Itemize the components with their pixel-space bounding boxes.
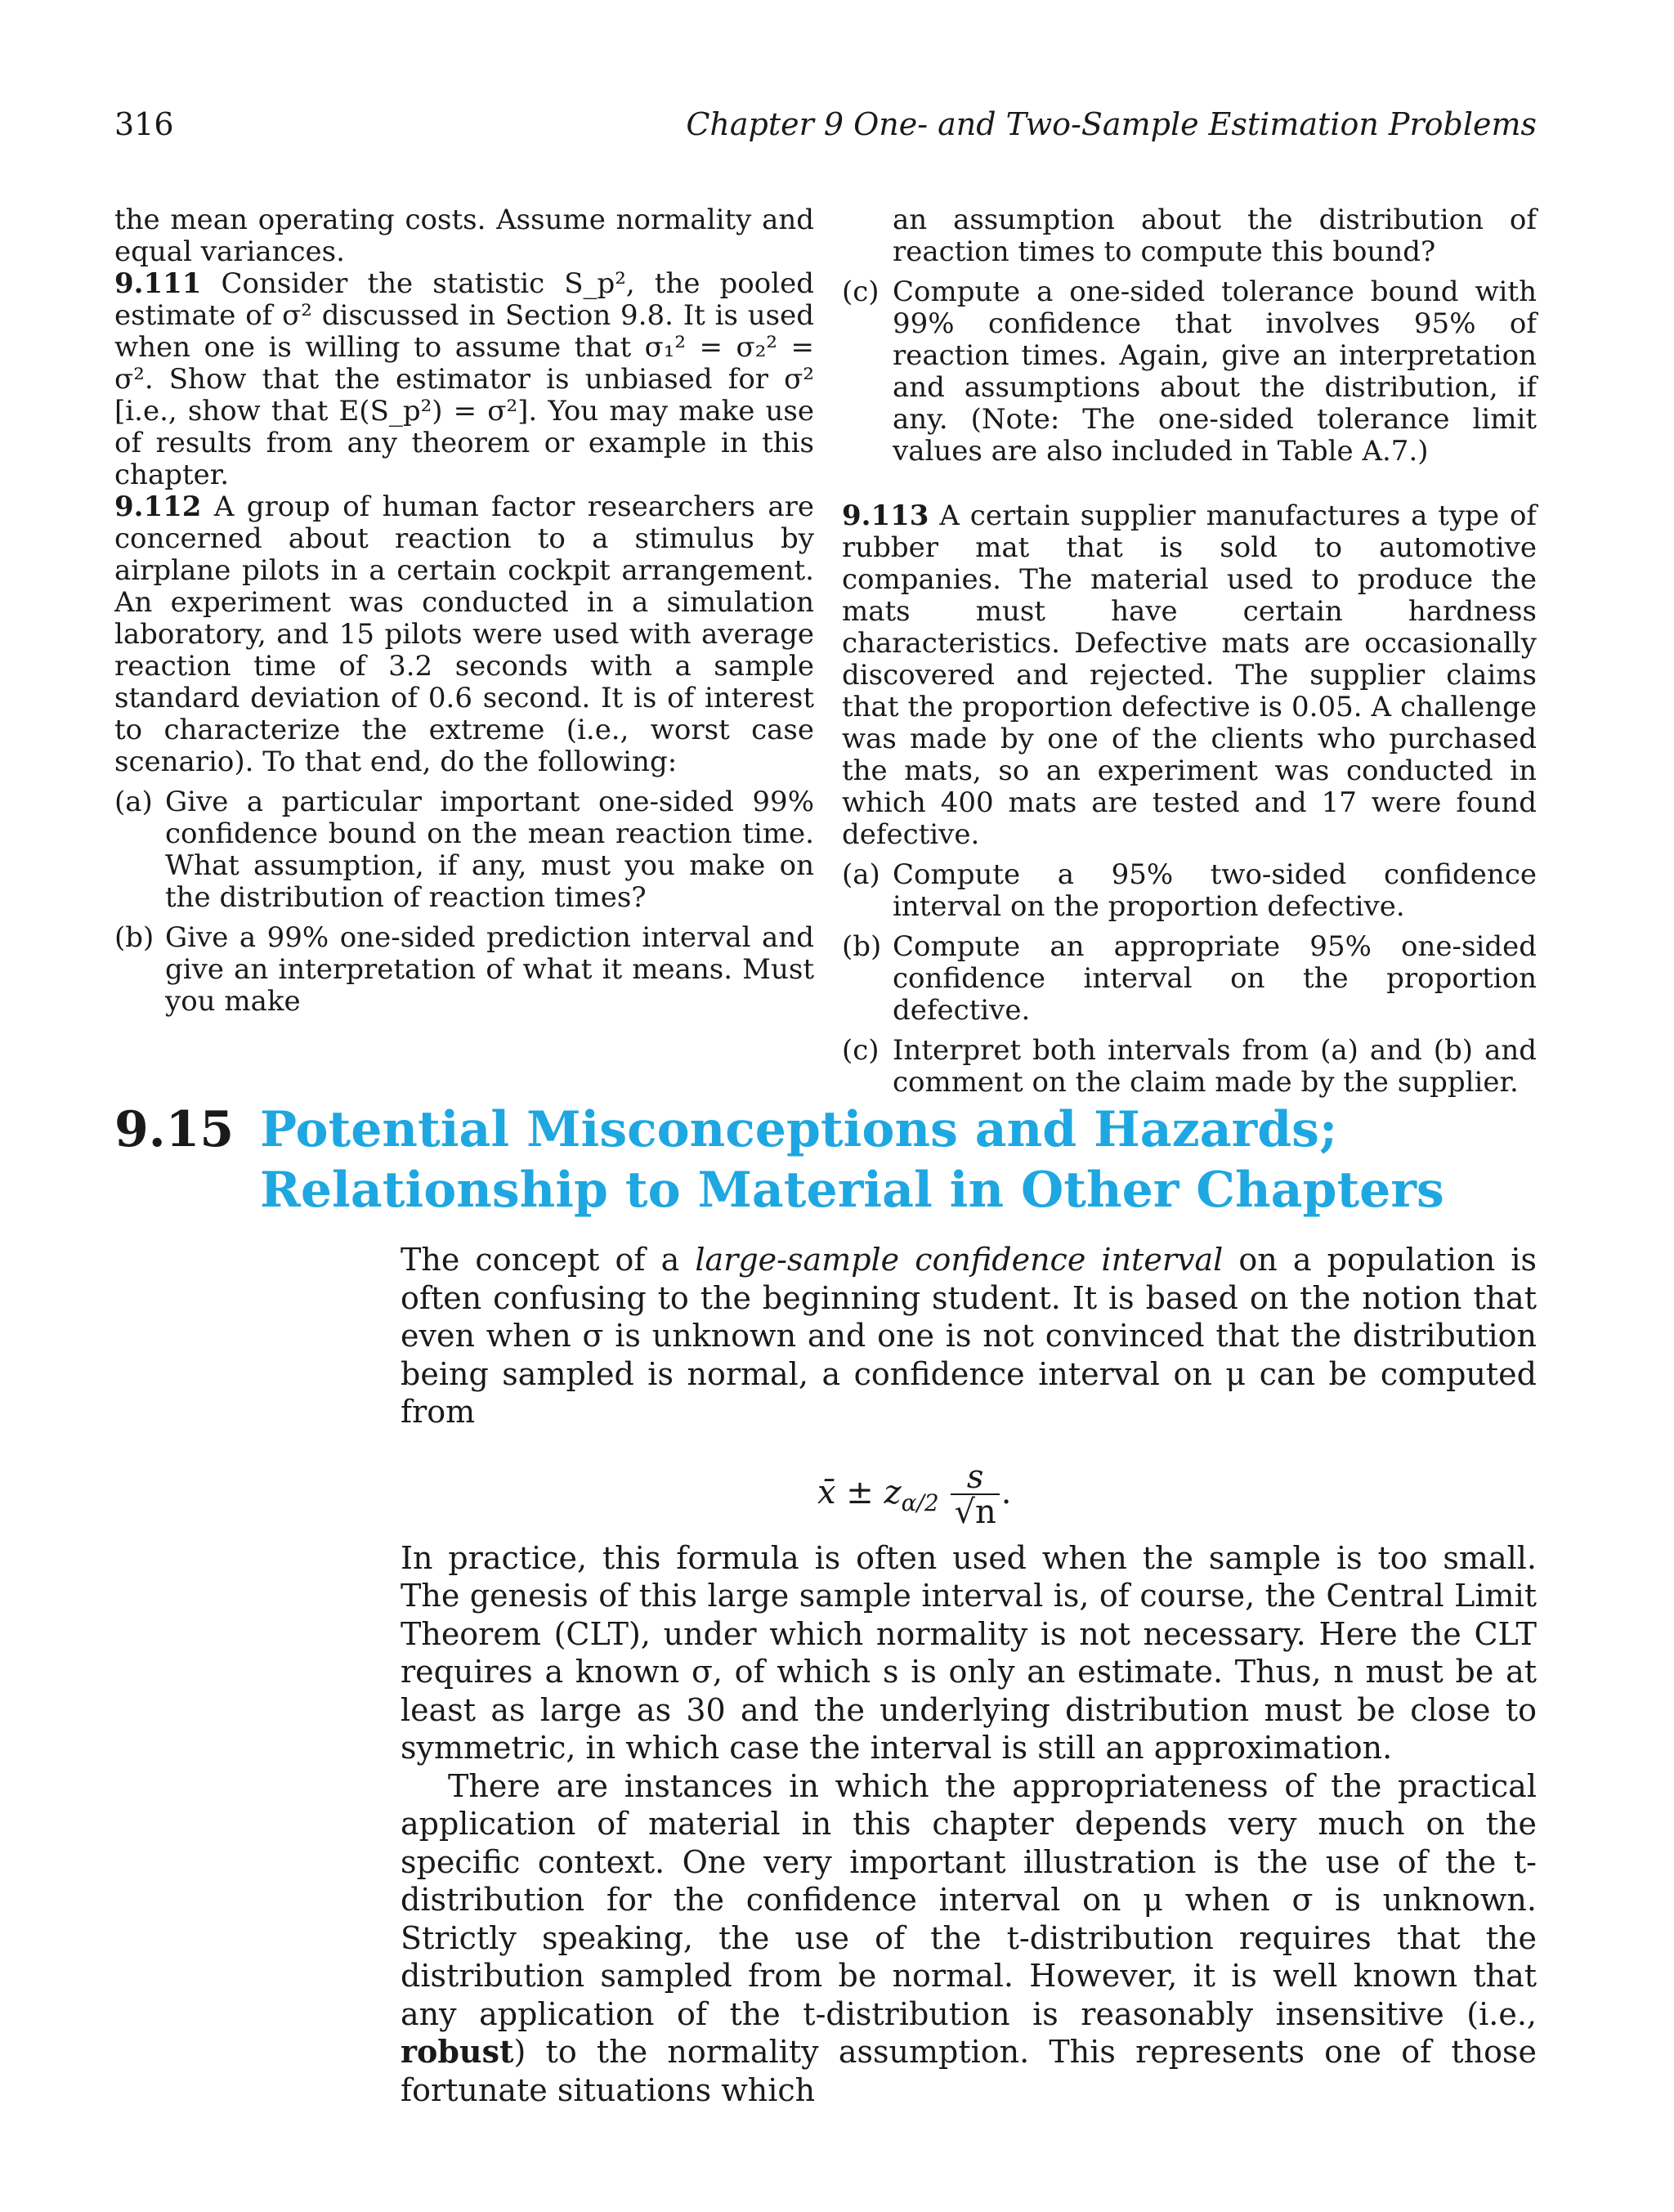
part-label: (c)	[842, 275, 880, 308]
page-number: 316	[114, 106, 174, 142]
exercise-text: A certain supplier manufactures a type of rubber mat that is sold to automotive companies. The material used to produce the mats must have certain hardness characteristics. Defective mats are occasionally discovered and rejected. The supplier claims that the proportion defective is 0.05. A challenge was made by one of the clients who purchased the mats, so an experiment was conducted in which 400 mats are tested and 17 were found defective.	[842, 499, 1537, 851]
page-header	[114, 106, 1537, 155]
exercise-9-112	[114, 491, 814, 778]
exercise-text: Consider the statistic S_p², the pooled estimate of σ² discussed in Section 9.8. It is used when one is willing to assume that σ₁² = σ₂² = σ². Show that the estimator is unbiased for σ² [i.e., show that E(S_p²) = σ²]. You may make use of results from any theorem or example in this chapter.	[114, 267, 814, 491]
part-label: (a)	[114, 786, 153, 818]
paragraph: In practice, this formula is often used when the sample is too small. The genesis of this large sample interval is, of course, the Central Limit Theorem (CLT), under which normality is not necessary. Here the CLT requires a known σ, of which s is only an estimate. Thus, n must be at least as large as 30 and the underlying distribution must be close to symmetric, in which case the interval is still an approximation.	[401, 1539, 1537, 1766]
exercise-part-b	[842, 931, 1537, 1027]
right-column	[842, 204, 1537, 1099]
bold-text: robust	[401, 2033, 514, 2070]
exercise-number: 9.111	[114, 267, 202, 300]
exercise-part-a	[842, 859, 1537, 923]
exercise-part-c	[842, 1035, 1537, 1099]
exercise-part-a	[114, 786, 814, 914]
paragraph	[401, 1767, 1537, 2110]
fraction-numerator: s	[966, 1458, 984, 1496]
part-text: Give a 99% one-sided prediction interval and give an interpretation of what it means. Must you make	[165, 921, 814, 1018]
fraction-denominator: √n	[951, 1493, 999, 1529]
text-run: There are instances in which the appropriateness of the practical application of material in this chapter depends very much on the specific context. One very important illustration is the use of the t-distribution for the confidence interval on μ when σ is unknown. Strictly speaking, the use of the t-distribution requires that the distribution sampled from be normal. However, it is well known that any application of the t-distribution is reasonably insensitive (i.e.,	[401, 1767, 1537, 2032]
section-title	[260, 1099, 1486, 1220]
part-text: Interpret both intervals from (a) and (b) and comment on the claim made by the supplier.	[893, 1034, 1537, 1099]
part-label: (b)	[842, 930, 882, 963]
exercise-9-111	[114, 268, 814, 491]
fraction	[951, 1458, 999, 1531]
text-run: ) to the normality assumption. This represents one of those fortunate situations which	[401, 2034, 1537, 2108]
exercise-text: A group of human factor researchers are concerned about reaction to a stimulus by airplane pilots in a certain cockpit arrangement. An experiment was conducted in a simulation laboratory, and 15 pilots were used with average reaction time of 3.2 seconds with a sample standard deviation of 0.6 second. It is of interest to characterize the extreme (i.e., worst case scenario). To that end, do the following:	[114, 490, 814, 778]
exercise-9-113	[842, 500, 1537, 851]
display-equation	[401, 1431, 1537, 1539]
equation-subscript: α/2	[901, 1489, 939, 1516]
carryover-text: the mean operating costs. Assume normality and equal variances.	[114, 204, 814, 268]
section-title-line: Relationship to Material in Other Chapters	[260, 1162, 1444, 1219]
equation-end: .	[1000, 1473, 1012, 1511]
part-label: (b)	[114, 921, 154, 954]
part-label: (c)	[842, 1034, 880, 1067]
text-run: The concept of a	[401, 1242, 696, 1278]
equation-lhs: x̄ ± z	[817, 1473, 902, 1511]
exercise-part-b	[114, 922, 814, 1018]
exercise-number: 9.112	[114, 490, 202, 523]
part-text: Compute a one-sided tolerance bound with 99% confidence that involves 95% of reaction times. Again, give an interpretation and assumptions about the distribution, if any. (Note: The one-sided tolerance limit values are also included in Table A.7.)	[893, 275, 1537, 468]
running-head: Chapter 9 One- and Two-Sample Estimation Problems	[686, 106, 1537, 142]
text-run: on a population is often confusing to the beginning student. It is based on the notion that even when σ is unknown and one is not convinced that the distribution being sampled is normal, a confidence interval on μ can be computed from	[401, 1242, 1537, 1430]
part-text: Compute an appropriate 95% one-sided confidence interval on the proportion defective.	[893, 930, 1537, 1027]
section-title-line: Potential Misconceptions and Hazards;	[260, 1101, 1338, 1158]
exercise-part-c	[842, 276, 1537, 468]
part-text: an assumption about the distribution of reaction times to compute this bound?	[893, 204, 1537, 268]
section-body	[401, 1241, 1537, 2109]
emphasis-text: large-sample confidence interval	[695, 1242, 1224, 1278]
part-text: Compute a 95% two-sided confidence interval on the proportion defective.	[893, 858, 1537, 923]
section-number: 9.15	[114, 1101, 235, 1158]
exercise-part-b-continued	[842, 204, 1537, 268]
part-text: Give a particular important one-sided 99% confidence bound on the mean reaction time. What assumption, if any, must you make on the distribution of reaction times?	[165, 786, 814, 914]
exercise-number: 9.113	[842, 499, 929, 532]
paragraph	[401, 1241, 1537, 1431]
left-column	[114, 204, 814, 1018]
part-label: (a)	[842, 858, 880, 891]
